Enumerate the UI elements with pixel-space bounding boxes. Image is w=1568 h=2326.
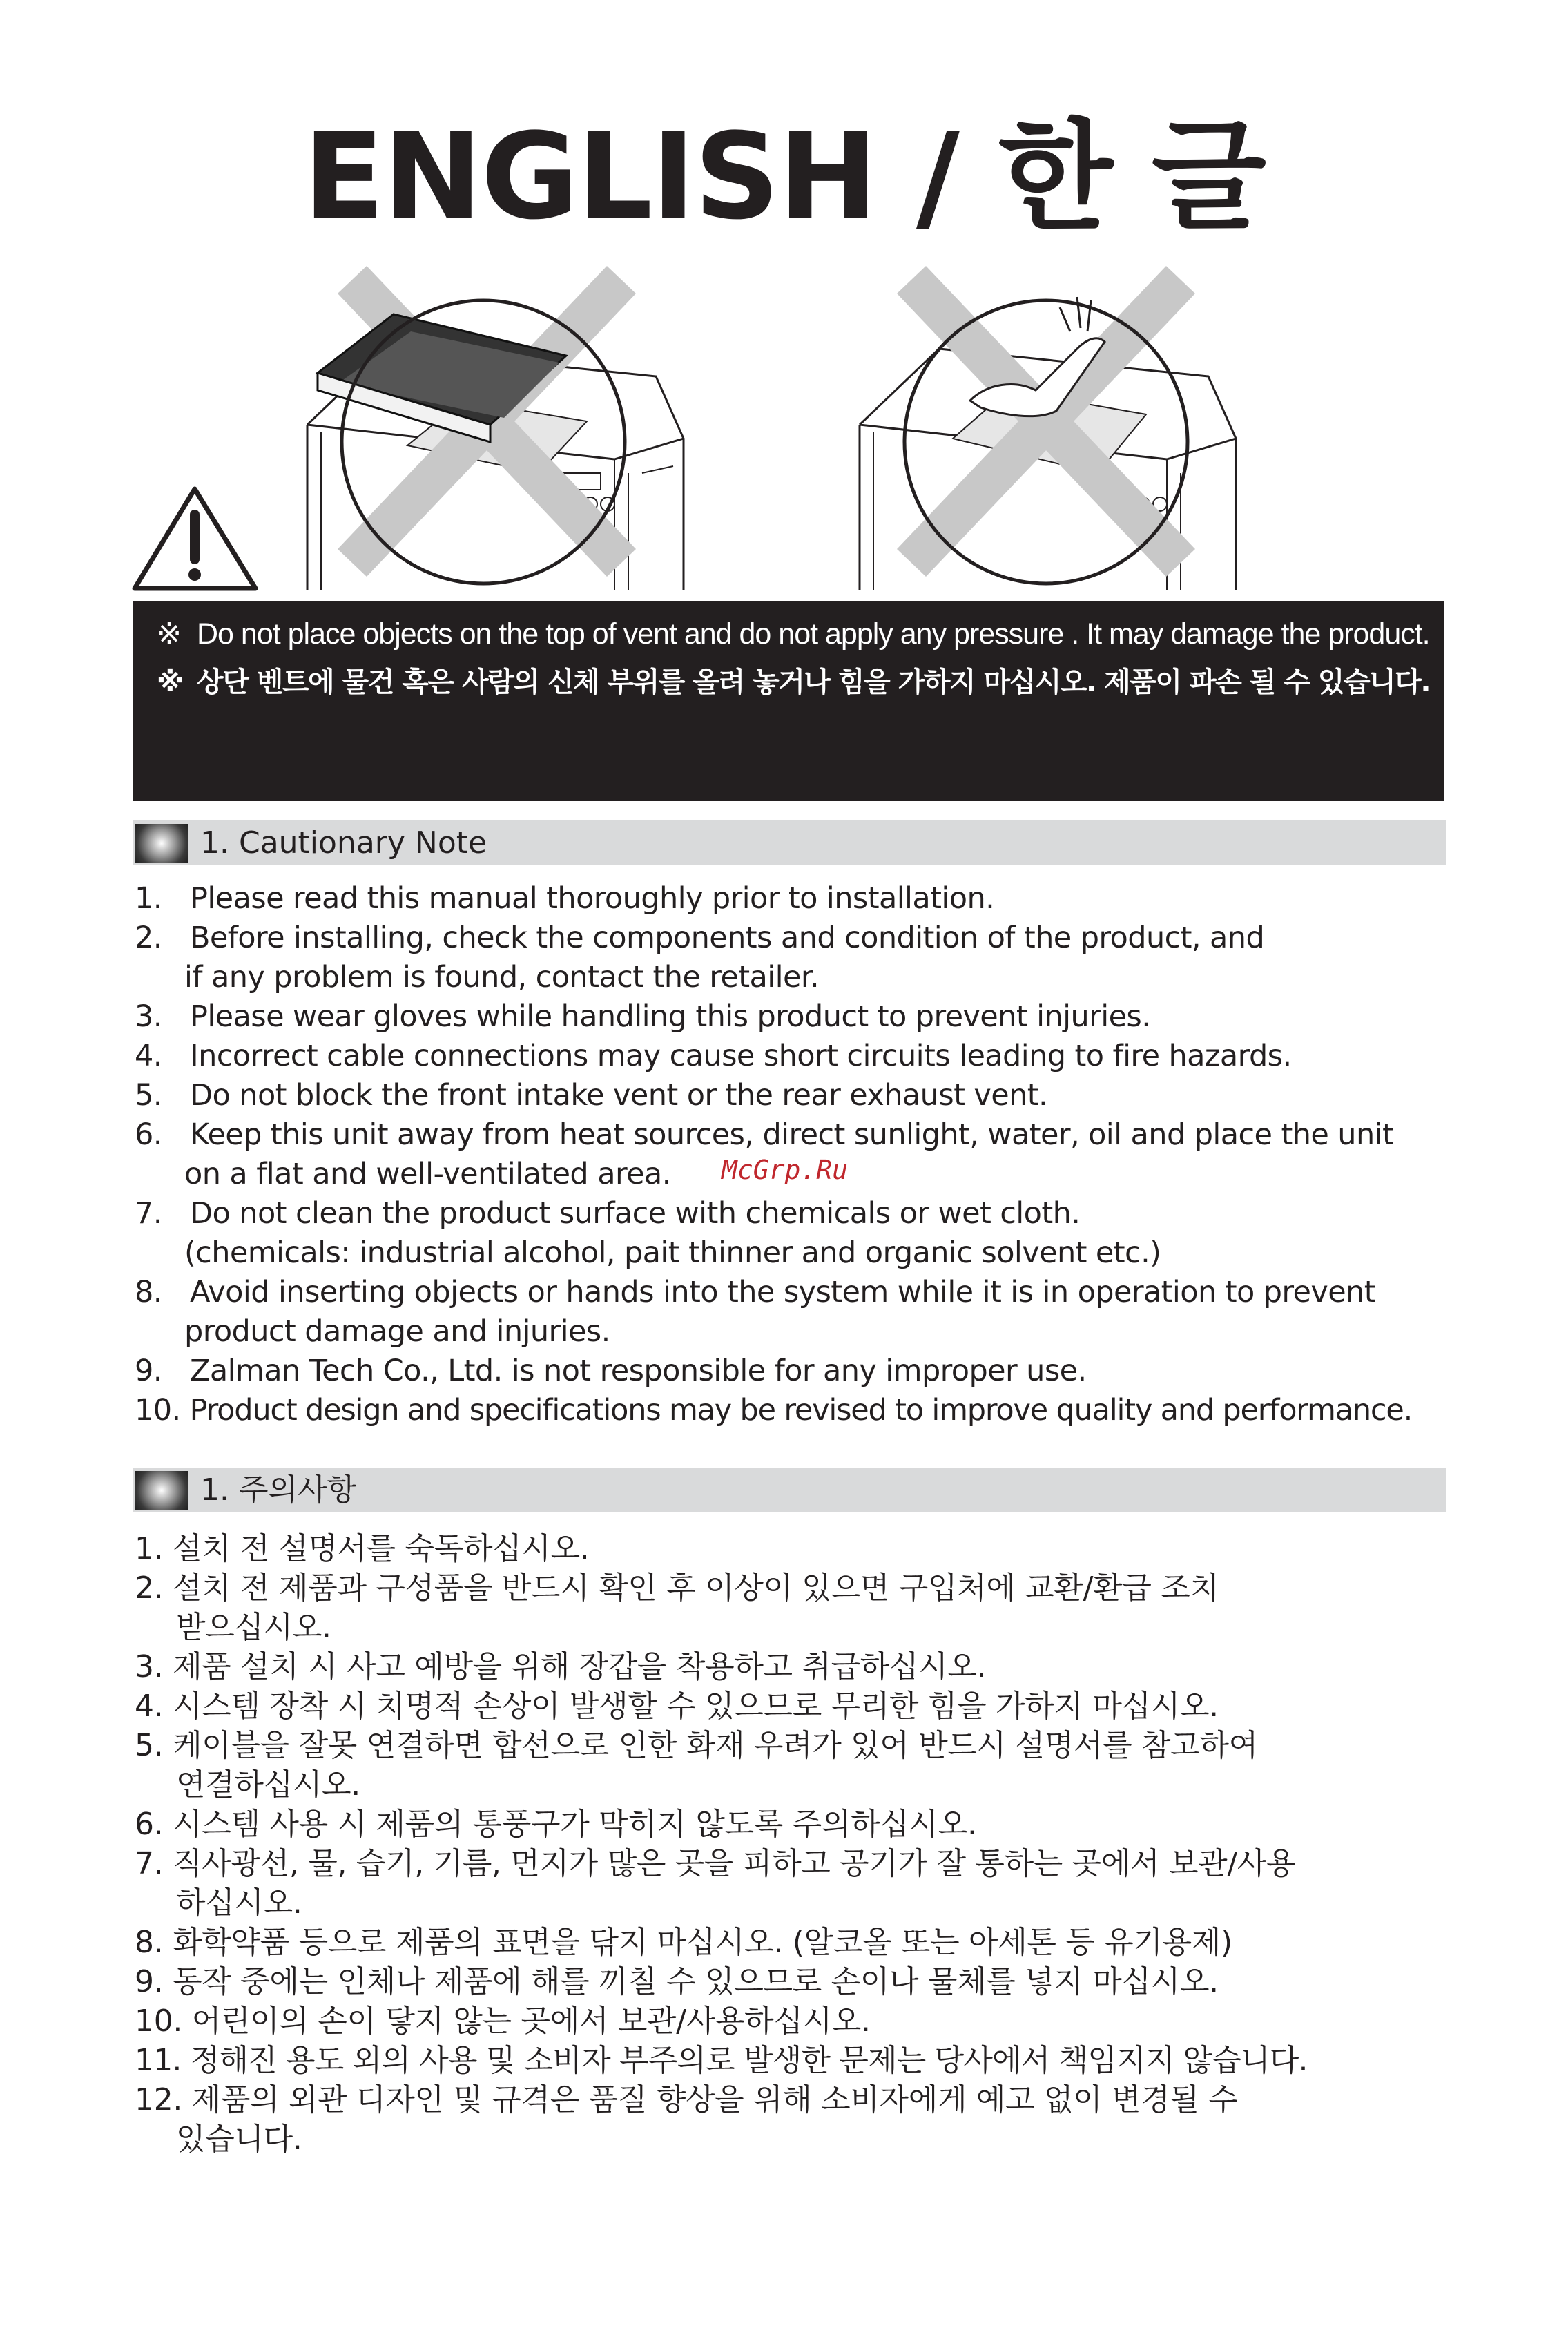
list-item: 2. Before installing, check the components and condition of the product, and if any problem is found, contact the retailer. xyxy=(135,921,1265,994)
list-item: 12. 제품의 외관 디자인 및 규격은 품질 향상을 위해 소비자에게 예고 없이 변경될 수 있습니다. xyxy=(135,2082,1238,2157)
korean-section-title: 1. 주의사항 xyxy=(200,1472,356,1508)
list-item: 2. 설치 전 제품과 구성품을 반드시 확인 후 이상이 있으면 구입처에 교환/환급 조치 받으십시오. xyxy=(135,1570,1219,1645)
list-item: 11. 정해진 용도 외의 사용 및 소비자 부주의로 발생한 문제는 당사에서 책임지지 않습니다. xyxy=(135,2043,1308,2078)
list-item: 10. Product design and specifications may be revised to improve quality and performance. xyxy=(135,1393,1413,1428)
list-item: 3. 제품 설치 시 사고 예방을 위해 장갑을 착용하고 취급하십시오. xyxy=(135,1649,987,1684)
caution-notice-box xyxy=(133,601,1444,801)
reference-mark-icon: ※ xyxy=(157,666,183,698)
list-item: 7. Do not clean the product surface with chemicals or wet cloth. (chemicals: industrial alcohol, pait thinner and organic solvent etc.) xyxy=(135,1196,1161,1270)
english-section-heading xyxy=(133,820,1446,865)
english-section-title: 1. Cautionary Note xyxy=(200,825,487,861)
list-item: 4. Incorrect cable connections may cause short circuits leading to fire hazards. xyxy=(135,1039,1292,1073)
list-item: 7. 직사광선, 물, 습기, 기름, 먼지가 많은 곳을 피하고 공기가 잘 통하는 곳에서 보관/사용 하십시오. xyxy=(135,1846,1296,1921)
book-on-vent-illustration xyxy=(297,266,684,590)
list-item: 6. Keep this unit away from heat sources, direct sunlight, water, oil and place the unit on a flat and well-ventilated area. xyxy=(135,1117,1394,1191)
warning-triangle-icon xyxy=(131,483,259,594)
list-item: 5. 케이블을 잘못 연결하면 합선으로 인한 화재 우려가 있어 반드시 설명서를 참고하여 연결하십시오. xyxy=(135,1728,1258,1803)
page-title: ENGLISH / 한 글 xyxy=(303,107,1265,246)
list-item: 8. Avoid inserting objects or hands into the system while it is in operation to prevent product damage and injuries. xyxy=(135,1275,1376,1349)
notice-korean xyxy=(157,663,1431,702)
list-item: 1. Please read this manual thoroughly prior to installation. xyxy=(135,881,995,916)
korean-caution-list xyxy=(135,1529,1481,2159)
list-item: 4. 시스템 장착 시 치명적 손상이 발생할 수 있으므로 무리한 힘을 가하지 마십시오. xyxy=(135,1689,1219,1724)
notice-english xyxy=(157,615,1431,653)
list-item: 3. Please wear gloves while handling this product to prevent injuries. xyxy=(135,999,1151,1034)
list-item: 5. Do not block the front intake vent or the rear exhaust vent. xyxy=(135,1078,1048,1113)
list-item: 9. Zalman Tech Co., Ltd. is not responsible for any improper use. xyxy=(135,1354,1087,1388)
reference-mark-icon: ※ xyxy=(157,617,182,651)
korean-section-heading xyxy=(133,1468,1446,1512)
hand-on-vent-illustration xyxy=(849,266,1236,590)
book-on-vent-drawing xyxy=(297,266,684,590)
gradient-square-bullet-icon xyxy=(135,1471,188,1510)
list-item: 8. 화학약품 등으로 제품의 표면을 닦지 마십시오. (알코올 또는 아세톤 등 유기용제) xyxy=(135,1925,1232,1960)
notice-korean-text: 상단 벤트에 물건 혹은 사람의 신체 부위를 올려 놓거나 힘을 가하지 마십시오. 제품이 파손 될 수 있습니다. xyxy=(197,666,1431,698)
list-item: 10. 어린이의 손이 닿지 않는 곳에서 보관/사용하십시오. xyxy=(135,2003,871,2039)
list-item: 1. 설치 전 설명서를 숙독하십시오. xyxy=(135,1531,590,1566)
list-item: 9. 동작 중에는 인체나 제품에 해를 끼칠 수 있으므로 손이나 물체를 넣지 마십시오. xyxy=(135,1964,1219,1999)
list-item: 6. 시스템 사용 시 제품의 통풍구가 막히지 않도록 주의하십시오. xyxy=(135,1807,977,1842)
gradient-square-bullet-icon xyxy=(135,824,188,863)
hand-on-vent-drawing xyxy=(849,266,1236,590)
notice-english-text: Do not place objects on the top of vent and do not apply any pressure . It may damage the product. xyxy=(197,617,1430,651)
watermark-text: McGrp.Ru xyxy=(722,1155,849,1185)
